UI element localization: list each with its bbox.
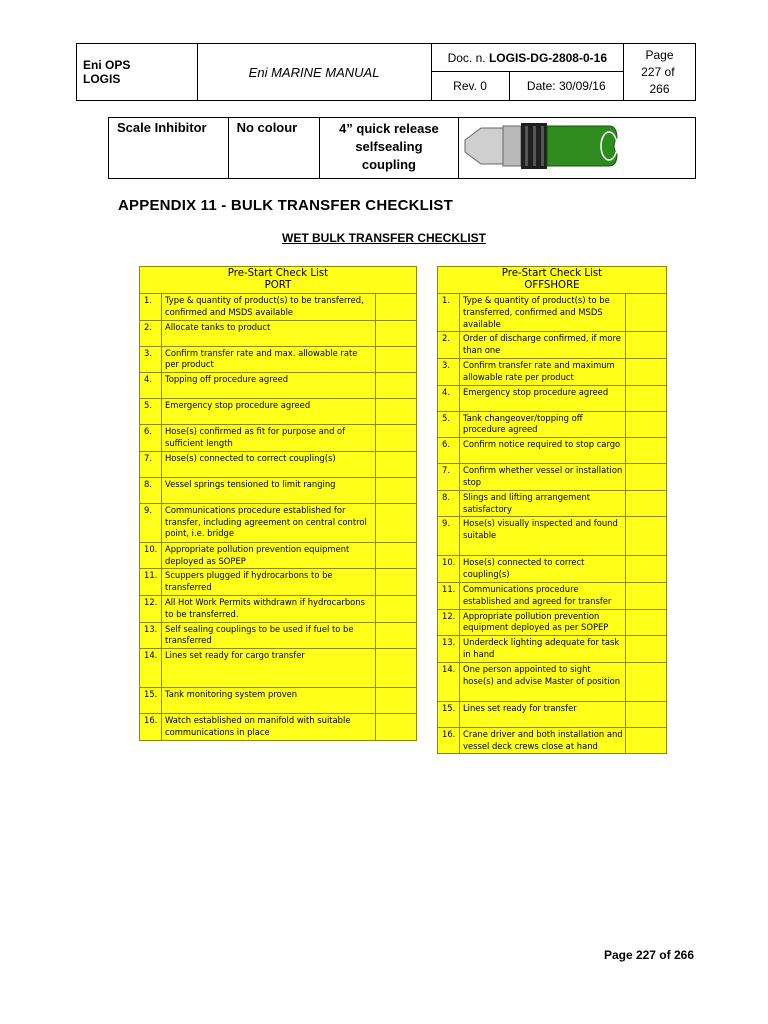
offshore-row (438, 411, 667, 438)
offshore-check-cell[interactable] (626, 609, 667, 636)
offshore-row (438, 662, 667, 701)
offshore-row (438, 332, 667, 359)
offshore-item-number: 11. (438, 582, 460, 609)
port-item-text: Vessel springs tensioned to limit ranging (162, 477, 376, 503)
doc-number-cell (431, 44, 623, 72)
offshore-row (438, 490, 667, 517)
offshore-item-number: 14. (438, 662, 460, 701)
port-item-number: 2. (140, 320, 162, 346)
port-item-number: 13. (140, 622, 162, 649)
offshore-row (438, 385, 667, 411)
port-item-text: Hose(s) confirmed as fit for purpose and of sufficient length (162, 425, 376, 452)
port-row (140, 595, 417, 622)
offshore-item-number: 3. (438, 358, 460, 385)
offshore-check-cell[interactable] (626, 490, 667, 517)
offshore-item-text: Confirm whether vessel or installation stop (460, 464, 626, 491)
offshore-item-text: Type & quantity of product(s) to be transferred, confirmed and MSDS available (460, 294, 626, 332)
offshore-item-number: 13. (438, 636, 460, 663)
port-row (140, 622, 417, 649)
port-item-text: Confirm transfer rate and max. allowable rate per product (162, 346, 376, 373)
page-of: of (664, 64, 675, 79)
offshore-item-number: 10. (438, 556, 460, 583)
port-checklist (139, 266, 417, 741)
offshore-check-cell[interactable] (626, 517, 667, 556)
port-item-text: Communications procedure established for transfer, including agreement on central control point, i.e. bridge (162, 503, 376, 542)
port-item-number: 6. (140, 425, 162, 452)
offshore-check-cell[interactable] (626, 727, 667, 754)
port-item-number: 3. (140, 346, 162, 373)
port-item-text: Emergency stop procedure agreed (162, 399, 376, 425)
coupling-illustration (459, 118, 695, 176)
port-heading-line2: PORT (264, 280, 292, 291)
port-row (140, 569, 417, 596)
port-check-cell[interactable] (376, 714, 417, 741)
offshore-heading-line2: OFFSHORE (524, 280, 580, 291)
port-check-cell[interactable] (376, 688, 417, 714)
port-item-number: 14. (140, 649, 162, 688)
port-item-text: Appropriate pollution prevention equipment deployed as SOPEP (162, 542, 376, 569)
port-item-text: Watch established on manifold with suitable communications in place (162, 714, 376, 741)
port-item-number: 7. (140, 451, 162, 477)
offshore-item-text: Tank changeover/topping off procedure agreed (460, 411, 626, 438)
date: Date: 30/09/16 (509, 72, 623, 101)
port-item-text: Topping off procedure agreed (162, 373, 376, 399)
offshore-row (438, 582, 667, 609)
page-cell (624, 44, 696, 101)
doc-number: LOGIS-DG-2808-0-16 (488, 50, 607, 65)
offshore-check-cell[interactable] (626, 582, 667, 609)
port-row (140, 451, 417, 477)
port-item-number: 12. (140, 595, 162, 622)
colour-cell: No colour (228, 118, 319, 179)
offshore-check-cell[interactable] (626, 464, 667, 491)
offshore-item-text: Order of discharge confirmed, if more than one (460, 332, 626, 359)
offshore-item-text: One person appointed to sight hose(s) and advise Master of position (460, 662, 626, 701)
checklist-title (0, 231, 768, 245)
port-check-cell[interactable] (376, 542, 417, 569)
offshore-item-text: Emergency stop procedure agreed (460, 385, 626, 411)
offshore-heading-line1: Pre-Start Check List (501, 268, 603, 279)
page-footer: Page 227 of 266 (603, 948, 694, 962)
port-item-text: Allocate tanks to product (162, 320, 376, 346)
org-cell (77, 44, 198, 101)
offshore-heading (438, 267, 667, 294)
offshore-item-text: Appropriate pollution prevention equipment deployed as per SOPEP (460, 609, 626, 636)
offshore-row (438, 701, 667, 727)
offshore-row (438, 358, 667, 385)
port-row (140, 649, 417, 688)
offshore-item-number: 1. (438, 294, 460, 332)
port-row (140, 399, 417, 425)
offshore-row (438, 556, 667, 583)
offshore-item-number: 9. (438, 517, 460, 556)
port-item-text: Self sealing couplings to be used if fuel to be transferred (162, 622, 376, 649)
offshore-check-cell[interactable] (626, 636, 667, 663)
offshore-checklist (437, 266, 667, 754)
port-item-text: Tank monitoring system proven (162, 688, 376, 714)
port-item-number: 5. (140, 399, 162, 425)
offshore-check-cell[interactable] (626, 556, 667, 583)
offshore-item-number: 12. (438, 609, 460, 636)
port-row (140, 714, 417, 741)
coupling-image-cell (459, 118, 696, 179)
offshore-row (438, 438, 667, 464)
equipment-row (108, 117, 696, 179)
offshore-check-cell[interactable] (626, 701, 667, 727)
port-row (140, 294, 417, 321)
port-row (140, 346, 417, 373)
port-row (140, 688, 417, 714)
port-item-text: Type & quantity of product(s) to be transferred, confirmed and MSDS available (162, 294, 376, 321)
offshore-check-cell[interactable] (626, 385, 667, 411)
offshore-item-text: Communications procedure established and agreed for transfer (460, 582, 626, 609)
port-item-text: Hose(s) connected to correct coupling(s) (162, 451, 376, 477)
offshore-item-text: Slings and lifting arrangement satisfactory (460, 490, 626, 517)
port-heading-line1: Pre-Start Check List (227, 268, 329, 279)
offshore-check-cell[interactable] (626, 294, 667, 332)
port-check-cell[interactable] (376, 320, 417, 346)
port-check-cell[interactable] (376, 569, 417, 596)
port-item-number: 1. (140, 294, 162, 321)
port-row (140, 542, 417, 569)
port-item-number: 9. (140, 503, 162, 542)
offshore-item-text: Confirm transfer rate and maximum allowable rate per product (460, 358, 626, 385)
page-total: 266 (649, 81, 670, 96)
port-check-cell[interactable] (376, 622, 417, 649)
port-item-number: 4. (140, 373, 162, 399)
offshore-item-number: 5. (438, 411, 460, 438)
port-check-cell[interactable] (376, 425, 417, 452)
appendix-title: APPENDIX 11 - BULK TRANSFER CHECKLIST (118, 197, 453, 214)
port-row (140, 320, 417, 346)
offshore-item-number: 4. (438, 385, 460, 411)
offshore-check-cell[interactable] (626, 358, 667, 385)
checklist-title-text: WET BULK TRANSFER CHECKLIST (282, 231, 486, 245)
port-item-number: 16. (140, 714, 162, 741)
offshore-row (438, 294, 667, 332)
port-row (140, 373, 417, 399)
page-current: 227 (641, 64, 662, 79)
offshore-item-text: Hose(s) visually inspected and found suitable (460, 517, 626, 556)
document-header (76, 43, 696, 101)
offshore-check-cell[interactable] (626, 438, 667, 464)
offshore-item-number: 7. (438, 464, 460, 491)
offshore-check-cell[interactable] (626, 332, 667, 359)
product-cell: Scale Inhibitor (109, 118, 229, 179)
offshore-row (438, 609, 667, 636)
port-check-cell[interactable] (376, 373, 417, 399)
port-check-cell[interactable] (376, 346, 417, 373)
offshore-item-text: Underdeck lighting adequate for task in hand (460, 636, 626, 663)
port-row (140, 503, 417, 542)
offshore-item-text: Crane driver and both installation and vessel deck crews close at hand (460, 727, 626, 754)
offshore-item-text: Lines set ready for transfer (460, 701, 626, 727)
port-check-cell[interactable] (376, 503, 417, 542)
port-item-text: Lines set ready for cargo transfer (162, 649, 376, 688)
coupling-cell: 4” quick release selfsealing coupling (319, 118, 458, 179)
doc-label: Doc. n. (447, 50, 489, 65)
offshore-item-number: 2. (438, 332, 460, 359)
port-check-cell[interactable] (376, 649, 417, 688)
port-item-number: 8. (140, 477, 162, 503)
port-check-cell[interactable] (376, 451, 417, 477)
offshore-item-number: 15. (438, 701, 460, 727)
manual-title: Eni MARINE MANUAL (197, 44, 431, 101)
port-item-number: 10. (140, 542, 162, 569)
offshore-item-number: 8. (438, 490, 460, 517)
offshore-item-number: 16. (438, 727, 460, 754)
offshore-item-number: 6. (438, 438, 460, 464)
offshore-item-text: Hose(s) connected to correct coupling(s) (460, 556, 626, 583)
port-item-text: All Hot Work Permits withdrawn if hydrocarbons to be transferred. (162, 595, 376, 622)
offshore-row (438, 517, 667, 556)
port-item-number: 15. (140, 688, 162, 714)
revision: Rev. 0 (431, 72, 509, 101)
offshore-row (438, 727, 667, 754)
offshore-row (438, 636, 667, 663)
page-label: Page (645, 47, 674, 62)
port-check-cell[interactable] (376, 595, 417, 622)
port-check-cell[interactable] (376, 294, 417, 321)
offshore-check-cell[interactable] (626, 411, 667, 438)
org-line2: LOGIS (83, 72, 121, 86)
port-row (140, 477, 417, 503)
port-item-number: 11. (140, 569, 162, 596)
offshore-item-text: Confirm notice required to stop cargo (460, 438, 626, 464)
org-line1: Eni OPS (83, 58, 131, 72)
port-row (140, 425, 417, 452)
port-check-cell[interactable] (376, 399, 417, 425)
port-heading (140, 267, 417, 294)
port-check-cell[interactable] (376, 477, 417, 503)
port-item-text: Scuppers plugged if hydrocarbons to be transferred (162, 569, 376, 596)
offshore-check-cell[interactable] (626, 662, 667, 701)
offshore-row (438, 464, 667, 491)
